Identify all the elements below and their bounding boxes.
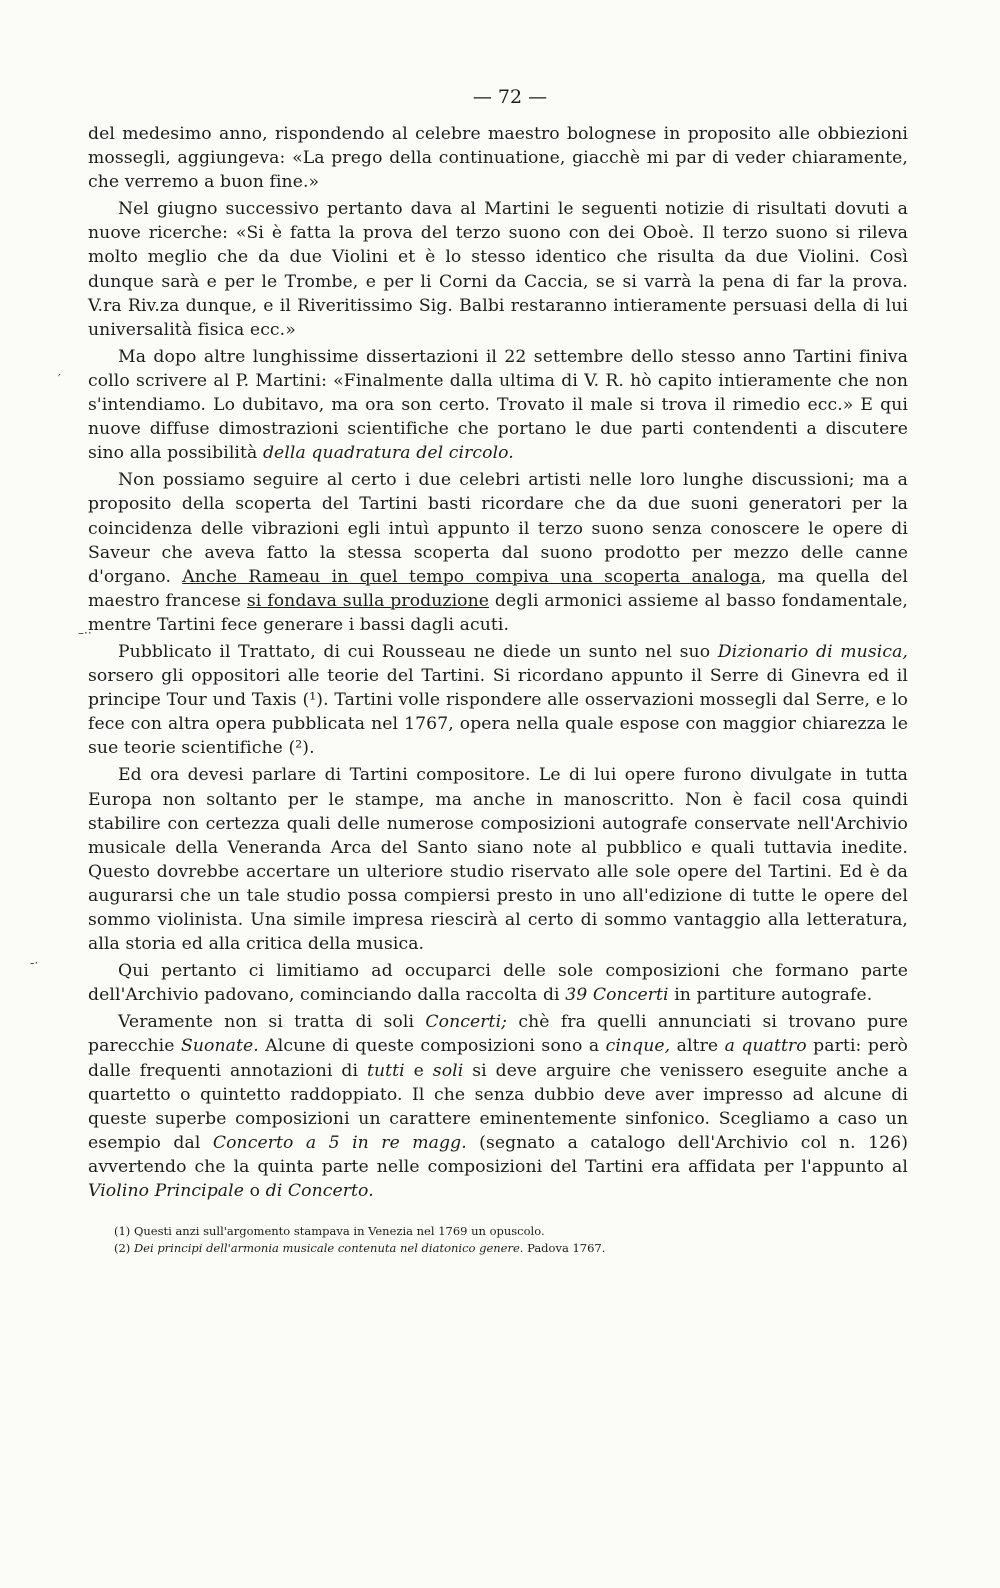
italic-text: soli: [432, 1060, 464, 1081]
margin-mark: -·: [30, 956, 39, 970]
paragraph: [88, 345, 908, 465]
italic-text: cinque,: [605, 1036, 671, 1057]
text-run: in partiture autografe.: [668, 985, 873, 1006]
italic-text: Violino Principale: [88, 1181, 245, 1202]
paragraph: [88, 1010, 908, 1203]
text-run: si deve arguire che venissero eseguite anche a quartetto o quintetto raddoppiato. Il che senza dubbio deve aver impresso ad alcune di queste superbe composizioni un carattere eminentemente sinfonico. Scegliamo a caso un esempio dal: [88, 1060, 908, 1153]
text-run: degli armonici assieme al basso fondamentale, mentre Tartini fece generare i bassi dagli acuti.: [88, 590, 908, 635]
paragraph: [88, 763, 908, 956]
text-run: Nel giugno successivo pertanto dava al Martini le seguenti notizie di risultati dovuti a nuove ricerche: «Si è fatta la prova del terzo suono con dei Oboè. Il terzo suono si rileva molto meglio che da due Violini et è lo stesso identico che risulta da due Violini. Così dunque sarà e per le Trombe, e per li Corni da Caccia, se si varrà la pena di far la prova. V.ra Riv.za dunque, e il Riveritissimo Sig. Balbi restaranno intieramente persuasi della di lui universalità fisica ecc.»: [88, 199, 908, 340]
text-run: Veramente non si tratta di soli: [118, 1012, 426, 1033]
paragraph: [88, 640, 908, 760]
text-run: chè fra quelli annunciati si trovano pure parecchie: [88, 1012, 908, 1057]
footnotes: [88, 1223, 908, 1257]
text-run: , ma quella del maestro francese: [88, 566, 908, 611]
italic-text: Suonate.: [180, 1036, 259, 1057]
margin-dash-mark: –··: [78, 626, 92, 640]
paragraph: [88, 959, 908, 1007]
margin-mark: ′: [58, 372, 61, 386]
underlined-text: si fondava sulla produzione: [246, 590, 490, 611]
text-run: Pubblicato il Trattato, di cui Rousseau ne diede un sunto nel suo: [118, 641, 718, 662]
italic-text: della quadratura del circolo.: [262, 443, 514, 464]
footnote-text: (2): [114, 1241, 134, 1256]
footnote-text: Dei principi dell'armonia musicale contenuta nel diatonico genere.: [133, 1241, 524, 1256]
paragraph: [88, 468, 908, 637]
text-run: Ed ora devesi parlare di Tartini compositore. Le di lui opere furono divulgate in tutta Europa non soltanto per le stampe, ma anche in manoscritto. Non è facil cosa quindi stabilire con certezza quali delle numerose composizioni autografe conservate nell'Archivio musicale della Veneranda Arca del Santo siano note al pubblico e quali tuttavia inedite. Questo dovrebbe accertare un ulteriore studio riservato alle sole opere del Tartini. Ed è da augurarsi che un tale studio possa compiersi presto in uno all'edizione di tutte le opere del sommo violinista. Una simile impresa riescirà al certo di sommo vantaggio alla letteratura, alla storia ed alla critica della musica.: [88, 765, 908, 955]
text-run: del medesimo anno, rispondendo al celebre maestro bolognese in proposito alle obbiezioni mossegli, aggiungeva: «La prego della continuatione, giacchè mi par di veder chiaramente, che verremo a buon fine.»: [88, 124, 908, 193]
footnote: [114, 1240, 908, 1257]
footnote-text: (1) Questi anzi sull'argomento stampava in Venezia nel 1769 un opuscolo.: [114, 1224, 545, 1239]
main-text: [88, 122, 908, 1203]
italic-text: 39 Concerti: [565, 985, 669, 1006]
text-run: Non possiamo seguire al certo i due celebri artisti nelle loro lunghe discussioni; ma a proposito della scoperta del Tartini basti ricordare che da due suoni generatori per la coincidenza delle vibrazioni egli intuì appunto il terzo suono senza conoscere le opere di Saveur che aveva fatto la stessa scoperta dal suono prodotto per mezzo delle canne d'organo.: [88, 470, 908, 587]
italic-text: tutti: [366, 1060, 405, 1081]
text-run: Ma dopo altre lunghissime dissertazioni il 22 settembre dello stesso anno Tartini finiva collo scrivere al P. Martini: «Finalmente dalla ultima di V. R. hò capito intieramente che non s'intendiamo. Lo dubitavo, ma ora son certo. Trovato il male si trova il rimedio ecc.» E qui nuove diffuse dimostrazioni scientifiche che portano le due parti contendenti a discutere sino alla possibilità: [88, 346, 908, 464]
text-run: sorsero gli oppositori alle teorie del Tartini. Si ricordano appunto il Serre di Ginevra ed il principe Tour und Taxis (¹). Tartini volle rispondere alle osservazioni mossegli dal Serre, e lo fece con altra opera pubblicata nel 1767, opera nella quale espose con maggior chiarezza le sue teorie scientifiche (²).: [88, 666, 908, 759]
text-run: o: [244, 1181, 266, 1202]
text-run: parti: però dalle frequenti annotazioni di: [88, 1036, 909, 1081]
italic-text: Concerti;: [425, 1012, 508, 1033]
footnote: [114, 1223, 908, 1240]
paragraph: [88, 197, 908, 342]
text-run: Alcune di queste composizioni sono a: [258, 1036, 606, 1057]
italic-text: di Concerto.: [265, 1181, 374, 1202]
text-run: Qui pertanto ci limitiamo ad occuparci delle sole composizioni che formano parte dell'Archivio padovano, cominciando dalla raccolta di: [88, 961, 908, 1006]
italic-text: Dizionario di musica,: [717, 641, 908, 662]
italic-text: a quattro: [724, 1036, 807, 1057]
paragraph: [88, 122, 908, 194]
page-body: [88, 86, 908, 1257]
text-run: altre: [670, 1036, 725, 1057]
underlined-text: Anche Rameau in quel tempo compiva una scoperta analoga: [182, 566, 761, 587]
page-number: — 72 —: [472, 86, 548, 108]
footnote-text: Padova 1767.: [523, 1241, 606, 1256]
text-run: e: [404, 1060, 433, 1081]
text-run: (segnato a catalogo dell'Archivio col n. 126) avvertendo che la quinta parte nelle composizioni del Tartini era affidata per l'appunto al: [88, 1132, 908, 1177]
italic-text: Concerto a 5 in re magg.: [212, 1132, 467, 1153]
